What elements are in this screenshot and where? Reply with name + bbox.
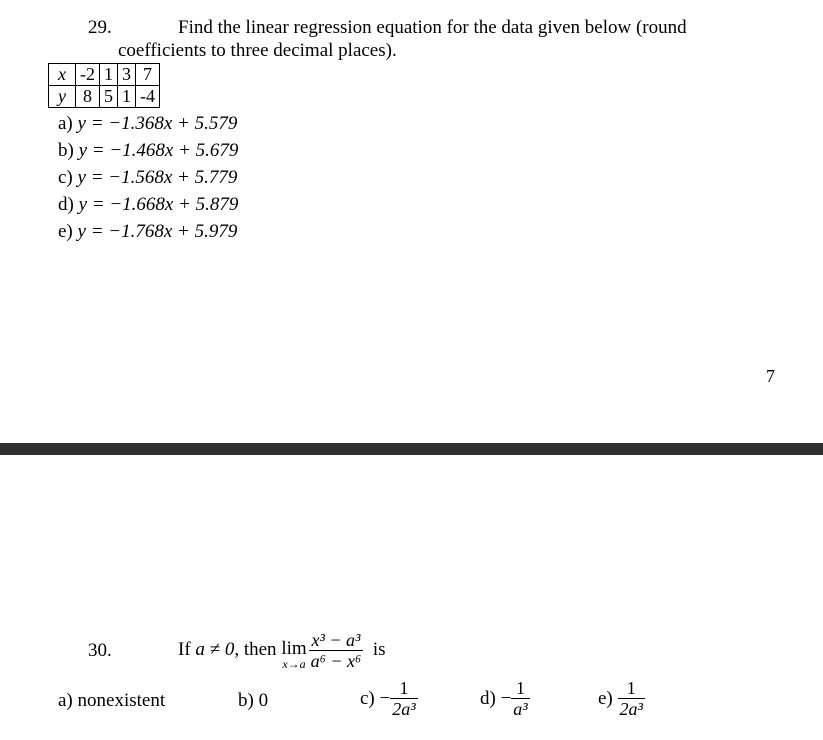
option-text: 0 [258,690,269,711]
q29-option-e[interactable] [58,220,237,244]
q29-number: 29. [88,17,112,38]
option-letter: c) [58,167,73,188]
y-value: -4 [136,86,160,108]
fraction-denominator: 2a³ [392,699,416,719]
x-value: 7 [136,64,160,86]
fraction-numerator: 1 [399,678,409,698]
option-fraction [618,678,645,719]
option-letter: a) [58,690,73,711]
option-letter: b) [58,140,74,161]
q30-suffix: is [372,639,386,660]
q29-option-b[interactable] [58,139,238,163]
q30-then: , then [234,639,277,660]
x-label: x [49,64,76,86]
q30-option-b[interactable] [238,689,268,713]
y-value: 5 [100,86,118,108]
fraction-numerator: x³ − a³ [311,629,361,650]
x-value: 1 [100,64,118,86]
q30-option-a[interactable] [58,689,165,713]
option-sign: − [379,687,391,709]
option-text: nonexistent [77,690,166,711]
fraction-numerator: 1 [516,678,525,698]
y-value: 1 [118,86,136,108]
y-label: y [49,86,76,108]
q30-prefix: If [178,639,191,660]
limit-operator [281,630,306,670]
q30-number: 30. [88,640,112,661]
fraction-denominator: a⁶ − x⁶ [310,650,362,671]
fraction-denominator: a³ [513,699,528,719]
option-letter: b) [238,690,254,711]
option-letter: a) [58,113,73,134]
lim-subscript: x→a [282,657,306,671]
option-letter: d) [58,194,74,215]
q29-prompt-line1: Find the linear regression equation for the data given below (round [178,17,687,38]
fraction-denominator: 2a³ [619,699,643,719]
option-letter: c) [360,687,375,709]
q29-option-c[interactable] [58,166,237,190]
option-equation: y = −1.668x + 5.879 [78,194,239,215]
q30-option-d[interactable] [480,678,530,719]
q29-option-d[interactable] [58,193,238,217]
page-divider [0,443,823,455]
x-value: 3 [118,64,136,86]
q29-prompt-line2: coefficients to three decimal places). [118,40,397,61]
q29-option-a[interactable] [58,112,237,136]
q30-prompt [178,622,386,678]
option-equation: y = −1.768x + 5.979 [77,221,238,242]
option-equation: y = −1.568x + 5.779 [77,167,238,188]
option-equation: y = −1.468x + 5.679 [78,140,239,161]
option-fraction [511,678,529,719]
table-row-y [49,86,160,108]
limit-fraction [309,630,364,671]
fraction-numerator: 1 [626,678,636,698]
page-number: 7 [766,366,775,386]
option-fraction [390,678,417,719]
y-value: 8 [76,86,100,108]
q30-option-c[interactable] [360,678,418,719]
option-sign: − [500,687,512,709]
q30-condition: a ≠ 0 [195,639,235,660]
q30-option-e[interactable] [598,678,645,719]
option-equation: y = −1.368x + 5.579 [77,113,238,134]
option-letter: d) [480,687,496,709]
x-value: -2 [76,64,100,86]
q29-data-table [48,63,160,108]
lim-word: lim [281,638,307,659]
option-letter: e) [598,687,613,709]
option-letter: e) [58,221,73,242]
table-row-x [49,64,160,86]
